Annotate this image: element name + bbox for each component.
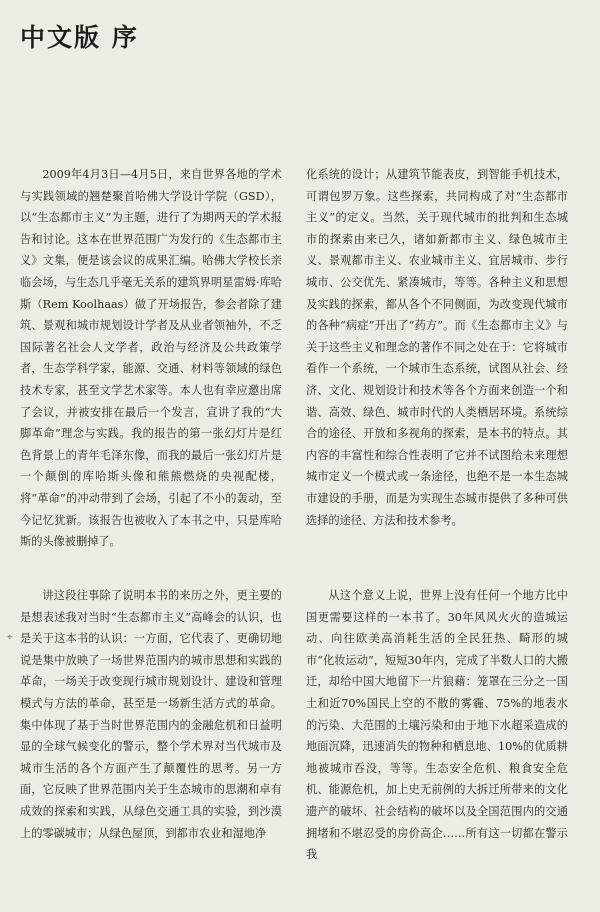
- paragraph: 2009年4月3日—4月5日，来自世界各地的学术与实践领域的翘楚聚首哈佛大学设计学院（GSD），以“生态都市主义”为主题，进行了为期两天的学术报告和讨论。这本在世界范围广为发行的《生态都市主义》文集，便是该会议的成果汇编。哈佛大学校长亲临会场，与生态几乎毫无关系的建筑界明星雷姆·库哈斯（Rem Koolhaas）做了开场报告，参会者除了建筑、景观和城市规划设计学者及从业者领袖外，不乏国际著名社会人文学者，政治与经济及公共政策学者，生态学科学家，能源、交通、材料等领域的绿色技术专家，甚至文学艺术家等。本人也有幸应邀出席了会议，并被安排在最后一个发言，宣讲了我的“大脚革命”理念与实践。我的报告的第一张幻灯片是红色背景上的青年毛泽东像，而我的最后一张幻灯片是一个颠倒的库哈斯头像和熊熊燃烧的央视配楼，将“革命”的冲动带到了会场，引起了不小的轰动，至今记忆犹新。该报告也被收入了本书之中，只是库哈斯的头像被删掉了。: [20, 168, 282, 549]
- page-title: 中文版 序: [20, 23, 139, 52]
- margin-mark: ⌖: [7, 632, 13, 643]
- paragraph: 化系统的设计；从建筑节能表皮，到智能手机技术，可谓包罗万象。这些探索，共同构成了对“生态都市主义”的定义。当然，关于现代城市的批判和生态城市的探索由来已久，诸如新都市主义、绿色城市主义、景观都市主义、农业城市主义、宜居城市、步行城市、公交优先、紧凑城市，等等。各种主义和思想及实践的探索，都从各个不同侧面，为改变现代城市的各种“病症”开出了“药方”。而《生态都市主义》与关于这些主义和理念的著作不同之处在于：它将城市看作一个系统，一个城市生态系统，试图从社会、经济、文化、规划设计和技术等各个方面来创造一个和谐、高效、绿色、城市时代的人类栖居环境。系统综合的途径、开放和多视角的探索，是本书的特点。其内容的丰富性和综合性表明了它并不试图给未来理想城市定义一个模式或一条途径，也绝不是一本生态城市建设的手册，而是为实现生态城市提供了多种可供选择的途径、方法和技术参考。: [306, 168, 568, 527]
- text-column-left-bottom: [20, 585, 282, 844]
- text-column-right-top: [306, 164, 568, 531]
- text-column-left-top: [20, 164, 282, 553]
- paragraph: 从这个意义上说，世界上没有任何一个地方比中国更需要这样的一本书了。30年风风火火的造城运动、向往欧美高消耗生活的全民狂热、畸形的城市“化妆运动”，短短30年内，完成了半数人口的大搬迁，却给中国大地留下一片狼藉：笼罩在三分之一国土和近70%国民上空的不散的雾霾、75%的地表水的污染、大范围的土壤污染和由于地下水超采造成的地面沉降，迅速消失的物种和栖息地、10%的优质耕地被城市吞没，等等。生态安全危机、粮食安全危机、能源危机，加上史无前例的大拆迁所带来的文化遗产的破坏、社会结构的破坏以及全国范围内的交通拥堵和不堪忍受的房价高企……所有这一切都在警示我: [306, 589, 568, 862]
- paragraph: 讲这段往事除了说明本书的来历之外，更主要的是想表述我对当时“生态都市主义”高峰会的认识，也是关于这本书的认识：一方面，它代表了、更确切地说是集中放映了一场世界范围内的城市思想和实践的革命，一场关于改变现行城市规划设计、建设和管理模式与方法的革命，甚至是一场新生活方式的革命。集中体现了基于当时世界范围内的金融危机和日益明显的全球气候变化的警示，整个学术界对当代城市及城市生活的各个方面产生了颠覆性的思考。另一方面，它反映了世界范围内关于生态城市的思潮和卓有成效的探索和实践，从绿色交通工具的实验，到沙漠上的零碳城市；从绿色屋顶，到都市农业和湿地净: [20, 589, 282, 840]
- text-column-right-bottom: [306, 585, 568, 866]
